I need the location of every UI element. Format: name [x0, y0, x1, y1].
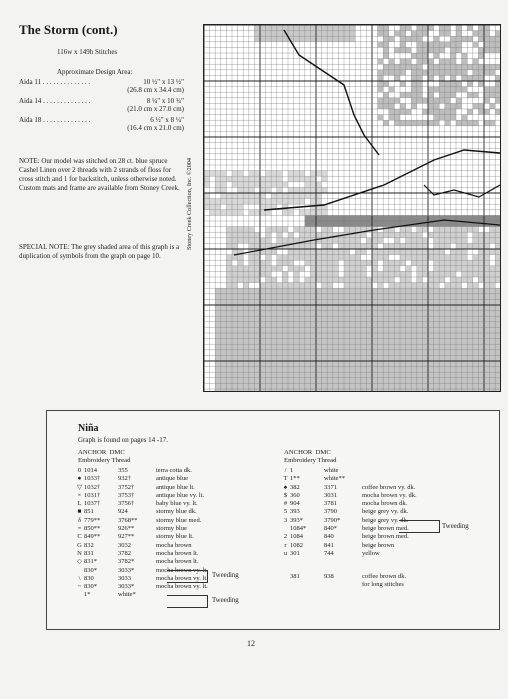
legend-sym: 5	[283, 508, 288, 516]
legend-sym: =	[77, 525, 82, 533]
legend-anchor: 301	[290, 549, 300, 557]
legend-dmc: 3752†	[118, 483, 135, 491]
legend-name: mocha brown dk.	[362, 500, 408, 508]
tweeding-label-3: Tweeding	[442, 523, 469, 530]
legend-sym: C	[77, 533, 82, 541]
legend-anchor: 830	[84, 574, 94, 582]
aida-label: Aida 14 . . . . . . . . . . . . . .	[19, 97, 91, 105]
legend-dmc: white*	[118, 591, 136, 599]
legend-dmc: 3033*	[118, 566, 135, 574]
legend-sym: u	[283, 549, 288, 557]
legend-row	[75, 533, 215, 541]
legend-dmc: 3033	[118, 574, 131, 582]
legend-name: antique blue	[156, 475, 188, 483]
legend-sym: $	[283, 491, 288, 499]
legend-row	[281, 492, 441, 500]
legend-row	[281, 484, 441, 492]
copyright-credit: Stoney Creek Collection, Inc. ©2004	[186, 158, 193, 250]
stitch-chart	[203, 24, 501, 392]
legend-sym: ▽	[77, 483, 82, 491]
tweeding-bracket	[167, 570, 208, 583]
legend-anchor: 851	[84, 508, 94, 516]
legend-sym: r	[284, 541, 287, 549]
legend-sym: /	[284, 467, 287, 474]
backstitch-entry: 381 938 coffee brown dk. for long stitches	[290, 573, 407, 589]
legend-anchor: 1084*	[290, 525, 307, 533]
legend-dmc: 3790	[324, 508, 337, 516]
size-in: 6 ½" x 8 ¼"	[150, 116, 184, 124]
legend-dmc: 3756†	[118, 500, 135, 508]
legend-name: stormy blue med.	[156, 516, 202, 524]
legend-sym: ♠	[283, 483, 288, 491]
legend-anchor: 1033†	[84, 475, 101, 483]
legend-anchor: 831*	[84, 558, 97, 566]
legend-name	[362, 475, 441, 483]
tweeding-bracket	[167, 595, 208, 608]
legend-sym: ~	[77, 583, 82, 591]
legend-dmc: 840*	[324, 525, 337, 533]
design-area-label: Approximate Design Area:	[57, 68, 133, 76]
legend-anchor: 904	[290, 500, 300, 508]
special-note: SPECIAL NOTE: The grey shaded area of this graph is a duplication of symbols from the graph on page 10.	[19, 243, 180, 260]
tweeding-bracket	[399, 520, 440, 533]
legend-row	[75, 517, 215, 525]
legend-sym: ◇	[77, 558, 82, 566]
size-cm: (21.0 cm x 27.0 cm)	[127, 105, 184, 113]
legend-sym: δ	[77, 516, 82, 524]
legend-anchor: 1014	[84, 467, 97, 474]
legend-anchor: 1**	[290, 475, 300, 483]
legend-name: mocha brown	[156, 541, 192, 549]
legend-title: Niña	[78, 423, 99, 434]
legend-anchor: 779**	[84, 516, 101, 524]
legend-row	[75, 484, 215, 492]
aida-18-size	[19, 116, 184, 132]
legend-sym	[75, 591, 84, 599]
legend-sym: ×	[77, 491, 82, 499]
legend-anchor: 1084	[290, 533, 303, 541]
legend-dmc: 3782	[118, 549, 131, 557]
legend-sym: N	[77, 549, 82, 557]
legend-dmc: 3753†	[118, 491, 135, 499]
legend-sym: \	[78, 574, 81, 582]
fabric-note: NOTE: Our model was stitched on 28 ct. blue spruce Cashel Linen over 2 threads with 2 strands of floss for cross stitch and 1 for backstitch, unless otherwise noted. Custom mats and frame are available from Stoney Creek.	[19, 157, 180, 192]
legend-dmc: 3781	[324, 500, 337, 508]
legend-sym: 2	[283, 533, 288, 541]
legend-row	[75, 467, 215, 475]
aida-11-size	[19, 78, 184, 94]
legend-dmc: white	[324, 467, 339, 474]
legend-sym	[75, 567, 84, 575]
legend-dmc: 3031	[324, 491, 337, 499]
legend-header-left: ANCHOR DMC Embroidery Thread	[78, 449, 131, 464]
legend-row	[281, 542, 441, 550]
legend-dmc: 841	[324, 541, 334, 549]
legend-anchor: 831	[84, 549, 94, 557]
legend-row	[281, 500, 441, 508]
legend-name: mocha brown vy. dk.	[362, 491, 417, 499]
legend-sym	[281, 525, 290, 533]
legend-name: mocha brown vy. lt.	[156, 566, 208, 574]
legend-anchor: 393*	[290, 516, 303, 524]
legend-anchor: 393	[290, 508, 300, 516]
legend-name: mocha brown lt.	[156, 558, 199, 566]
stitch-count: 116w x 149h Stitches	[57, 48, 118, 56]
legend-name: terra cotta dk.	[156, 467, 192, 474]
legend-name: mocha brown vy. lt.	[156, 574, 208, 582]
aida-label: Aida 11 . . . . . . . . . . . . . .	[19, 78, 91, 86]
tweeding-label-1: Tweeding	[212, 572, 239, 579]
legend-name	[362, 467, 441, 475]
legend-row	[281, 475, 441, 483]
legend-row	[75, 508, 215, 516]
legend-row	[281, 467, 441, 475]
legend-name: antique blue vy. lt.	[156, 491, 205, 499]
legend-name: stormy blue	[156, 525, 187, 533]
legend-name: mocha brown lt.	[156, 549, 199, 557]
size-cm: (26.8 cm x 34.4 cm)	[127, 86, 184, 94]
legend-dmc: 3371	[324, 483, 337, 491]
legend-subtitle: Graph is found on pages 14 -17.	[78, 436, 169, 444]
legend-name: beige brown med.	[362, 533, 409, 541]
legend-row	[281, 508, 441, 516]
legend-name: beige brown med.	[362, 525, 409, 533]
legend-dmc: 355	[118, 467, 128, 474]
size-in: 10 ½" x 13 ½"	[143, 78, 184, 86]
legend-sym: ●	[77, 475, 82, 483]
legend-anchor: 832	[84, 541, 94, 549]
legend-dmc: 744	[324, 549, 334, 557]
legend-sym: #	[283, 500, 288, 508]
legend-row	[75, 500, 215, 508]
legend-anchor: 360	[290, 491, 300, 499]
legend-row	[281, 533, 441, 541]
legend-anchor: 1037†	[84, 500, 101, 508]
legend-name: yellow	[362, 549, 380, 557]
legend-name: beige brown	[362, 541, 395, 549]
legend-sym: 0	[77, 467, 82, 474]
legend-anchor: 830*	[84, 566, 97, 574]
tweeding-label-2: Tweeding	[212, 597, 239, 604]
legend-name: stormy blue lt.	[156, 533, 194, 541]
legend-list-right	[281, 467, 441, 558]
legend-row	[75, 583, 215, 591]
size-in: 8 ¼" x 10 ¾"	[146, 97, 184, 105]
legend-anchor: 382	[290, 483, 300, 491]
legend-row	[75, 558, 215, 566]
legend-anchor: 1	[290, 467, 294, 474]
legend-dmc: 3782*	[118, 558, 135, 566]
legend-dmc: 3768**	[118, 516, 138, 524]
legend-name: stormy blue dk.	[156, 508, 197, 516]
page-number: 12	[247, 639, 255, 648]
legend-dmc: 840	[324, 533, 334, 541]
legend-name: mocha brown vy. lt.	[156, 583, 208, 591]
legend-row	[75, 475, 215, 483]
legend-sym: G	[77, 541, 82, 549]
legend-anchor: 1032†	[84, 483, 101, 491]
legend-row	[75, 542, 215, 550]
legend-name: coffee brown vy. dk.	[362, 483, 416, 491]
legend-dmc: 932†	[118, 475, 131, 483]
legend-anchor: 1082	[290, 541, 303, 549]
legend-dmc: 3790*	[324, 516, 341, 524]
legend-sym: ■	[77, 508, 82, 516]
legend-sym: L	[77, 500, 82, 508]
legend-name: baby blue vy. lt.	[156, 500, 198, 508]
legend-anchor: 830*	[84, 583, 97, 591]
legend-name: beige grey vy. dk.	[362, 508, 409, 516]
legend-dmc: 926**	[118, 525, 135, 533]
aida-label: Aida 18 . . . . . . . . . . . . . .	[19, 116, 91, 124]
legend-dmc: white**	[324, 475, 345, 483]
size-cm: (16.4 cm x 21.0 cm)	[127, 124, 184, 132]
stitch-grid	[204, 25, 500, 391]
legend-row	[75, 550, 215, 558]
legend-header-right: ANCHOR DMC Embroidery Thread	[284, 449, 337, 464]
legend-dmc: 3032	[118, 541, 131, 549]
legend-sym: T	[283, 475, 288, 483]
legend-dmc: 924	[118, 508, 128, 516]
legend-row	[75, 492, 215, 500]
legend-dmc: 3033*	[118, 583, 135, 591]
legend-name: antique blue lt.	[156, 483, 195, 491]
legend-anchor: 850**	[84, 525, 101, 533]
legend-row	[281, 550, 441, 558]
legend-name: beige grey vy. dk.	[362, 516, 409, 524]
page-title: The Storm (cont.)	[19, 22, 118, 37]
legend-sym: 3	[283, 516, 288, 524]
legend-row	[75, 525, 215, 533]
legend-anchor: 849**	[84, 533, 101, 541]
legend-anchor: 1*	[84, 591, 91, 599]
legend-dmc: 927**	[118, 533, 135, 541]
aida-14-size	[19, 97, 184, 113]
legend-anchor: 1031†	[84, 491, 101, 499]
